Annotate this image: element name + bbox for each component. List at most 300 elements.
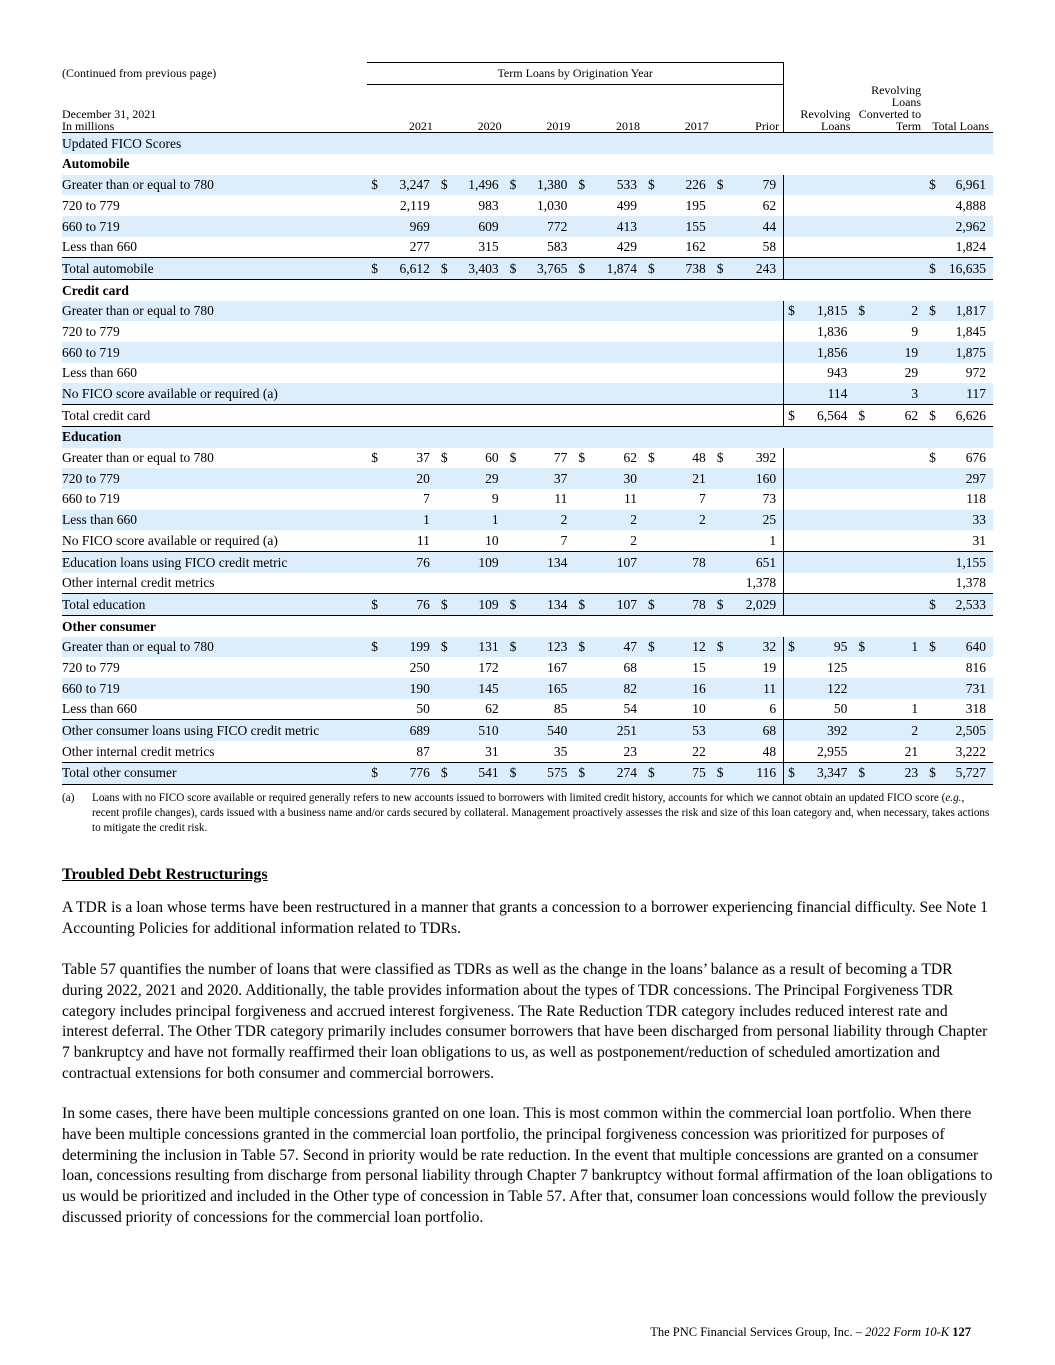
table-cell [377, 405, 437, 427]
table-cell: 160 [723, 468, 784, 489]
table-cell: 95 [794, 637, 855, 658]
table-cell: 53 [654, 720, 713, 741]
currency-symbol: $ [440, 450, 448, 466]
table-cell [447, 321, 506, 342]
table-cell: 29 [904, 365, 919, 381]
currency-symbol [784, 258, 794, 280]
currency-symbol [574, 405, 584, 427]
currency-symbol [713, 195, 723, 216]
table-cell [447, 363, 506, 384]
currency-symbol [367, 573, 377, 594]
currency-symbol [925, 741, 935, 762]
table-cell [723, 383, 784, 404]
table-cell: 19 [723, 657, 784, 678]
table-cell: 47 [584, 637, 644, 658]
currency-symbol [506, 551, 516, 572]
currency-symbol: $ [925, 594, 935, 616]
table-cell: 62 [623, 450, 638, 466]
currency-symbol: $ [574, 594, 584, 616]
currency-symbol: $ [574, 637, 584, 658]
table-cell [447, 301, 506, 322]
table-cell [794, 489, 855, 510]
currency-symbol [506, 510, 516, 531]
currency-symbol [437, 530, 447, 551]
table-cell: 30 [584, 468, 644, 489]
table-cell: 499 [616, 197, 638, 213]
col-header-2019: 2019 [506, 84, 575, 133]
table-cell: 1 [723, 530, 784, 551]
currency-symbol [713, 321, 723, 342]
table-cell [516, 405, 575, 427]
table-row [62, 762, 993, 784]
table-cell: 118 [966, 491, 986, 507]
col-header-total-loans: Total Loans [925, 84, 993, 133]
table-cell: 983 [478, 197, 499, 213]
table-cell: 16 [654, 678, 713, 699]
row-label: No FICO score available or required (a) [62, 383, 367, 404]
currency-symbol: $ [925, 258, 935, 280]
table-cell: 583 [547, 239, 568, 255]
col-header-2020: 2020 [437, 84, 506, 133]
table-cell: 23 [864, 762, 925, 784]
row-label: Greater than or equal to 780 [62, 637, 367, 658]
table-cell [654, 405, 713, 427]
table-cell [794, 175, 855, 196]
table-cell: 32 [723, 637, 784, 658]
currency-symbol: $ [506, 637, 516, 658]
currency-symbol [854, 175, 864, 196]
table-cell: 114 [794, 383, 855, 404]
table-cell: 1 [911, 701, 919, 717]
table-cell [794, 573, 855, 594]
row-label: Less than 660 [62, 365, 137, 381]
currency-symbol: $ [854, 637, 864, 658]
currency-symbol: $ [367, 637, 377, 658]
table-cell: 10 [692, 701, 706, 717]
table-cell: 131 [447, 637, 506, 658]
currency-symbol: $ [437, 594, 447, 616]
currency-symbol [506, 720, 516, 741]
table-cell: 37 [516, 468, 575, 489]
currency-symbol [713, 363, 723, 384]
currency-symbol [925, 216, 935, 237]
table-row [62, 321, 993, 342]
table-cell: 31 [972, 532, 986, 548]
table-cell [654, 383, 713, 404]
currency-symbol [925, 383, 935, 404]
table-cell: 7 [699, 491, 706, 507]
currency-symbol [574, 321, 584, 342]
currency-symbol [854, 258, 864, 280]
table-cell: 109 [447, 594, 506, 616]
table-cell: 3 [864, 383, 925, 404]
table-cell: 134 [516, 551, 575, 572]
table-row [62, 154, 993, 175]
currency-symbol [925, 510, 935, 531]
currency-symbol [784, 551, 794, 572]
row-label: Total other consumer [62, 762, 367, 784]
table-cell: 969 [377, 216, 437, 237]
table-cell: 172 [478, 659, 499, 675]
currency-symbol [784, 237, 794, 258]
currency-symbol [506, 468, 516, 489]
table-cell: 21 [654, 468, 713, 489]
table-row [62, 468, 993, 489]
currency-symbol [367, 237, 377, 258]
currency-symbol: $ [506, 594, 516, 616]
col-header-2017: 2017 [644, 84, 713, 133]
table-cell: 2 [630, 532, 638, 548]
currency-symbol: $ [716, 450, 724, 466]
table-cell: 731 [935, 678, 993, 699]
currency-symbol [784, 363, 794, 384]
currency-symbol [644, 405, 654, 427]
currency-symbol [574, 741, 584, 762]
currency-symbol [367, 551, 377, 572]
table-cell [794, 530, 855, 551]
currency-symbol: $ [644, 762, 654, 784]
table-cell: 162 [685, 239, 706, 255]
table-cell: 541 [447, 762, 506, 784]
row-label: Total education [62, 594, 367, 616]
table-cell: 540 [516, 720, 575, 741]
footnote-mark: (a) [62, 792, 75, 804]
currency-symbol [784, 720, 794, 741]
row-label: Less than 660 [62, 510, 367, 531]
table-cell [654, 363, 713, 384]
table-cell [794, 195, 855, 216]
col-header-2021: 2021 [367, 84, 437, 133]
currency-symbol [506, 363, 516, 384]
table-cell [447, 342, 506, 363]
table-row [62, 551, 993, 572]
currency-symbol [925, 489, 935, 510]
currency-symbol [854, 594, 864, 616]
currency-symbol [437, 383, 447, 404]
table-cell: 3,247 [377, 175, 437, 196]
page-number: 127 [952, 1325, 971, 1339]
currency-symbol [506, 530, 516, 551]
table-cell: 1 [864, 637, 925, 658]
currency-symbol [784, 216, 794, 237]
currency-symbol: $ [784, 405, 794, 427]
table-cell: 533 [584, 175, 644, 196]
table-row [62, 301, 993, 322]
currency-symbol [367, 363, 377, 384]
table-cell: 77 [553, 450, 568, 466]
table-cell: 3,347 [794, 762, 855, 784]
currency-symbol [854, 699, 864, 720]
table-cell [377, 363, 437, 384]
table-cell: 575 [516, 762, 575, 784]
table-cell: 123 [516, 637, 575, 658]
table-cell: 2 [516, 510, 575, 531]
currency-symbol [367, 405, 377, 427]
table-cell [723, 363, 784, 384]
currency-symbol: $ [854, 762, 864, 784]
table-cell [864, 678, 925, 699]
currency-symbol: $ [578, 450, 586, 466]
table-cell [864, 489, 925, 510]
currency-symbol [367, 720, 377, 741]
currency-symbol [506, 237, 516, 258]
table-cell: 676 [965, 450, 986, 466]
row-label: Total credit card [62, 405, 367, 427]
currency-symbol [437, 405, 447, 427]
table-cell [377, 321, 437, 342]
currency-symbol [713, 510, 723, 531]
currency-symbol [574, 573, 584, 594]
table-cell: 1,496 [447, 175, 506, 196]
table-cell: 429 [616, 239, 638, 255]
currency-symbol: $ [506, 762, 516, 784]
table-cell [723, 301, 784, 322]
table-cell: 82 [584, 678, 644, 699]
table-cell: 2,533 [935, 594, 993, 616]
currency-symbol [925, 699, 935, 720]
table-cell: 3,403 [447, 258, 506, 280]
currency-symbol [644, 573, 654, 594]
currency-symbol [506, 489, 516, 510]
table-cell: 16,635 [935, 258, 993, 280]
table-cell: 4,888 [955, 197, 986, 213]
currency-symbol [437, 741, 447, 762]
currency-symbol [437, 489, 447, 510]
currency-symbol [437, 573, 447, 594]
currency-symbol [784, 489, 794, 510]
currency-symbol [854, 551, 864, 572]
table-cell: 78 [654, 594, 713, 616]
currency-symbol [367, 657, 377, 678]
table-cell [377, 573, 437, 594]
table-cell: 2,029 [723, 594, 784, 616]
table-row [62, 237, 993, 258]
currency-symbol [506, 678, 516, 699]
table-cell [794, 594, 855, 616]
currency-symbol [784, 741, 794, 762]
table-cell: 22 [692, 743, 706, 759]
table-cell: 62 [864, 405, 925, 427]
table-cell [723, 342, 784, 363]
table-cell: 48 [692, 450, 706, 466]
row-label: 720 to 779 [62, 323, 120, 339]
row-label: 660 to 719 [62, 342, 367, 363]
table-cell [584, 321, 644, 342]
currency-symbol [506, 699, 516, 720]
currency-symbol [784, 594, 794, 616]
table-cell: 226 [654, 175, 713, 196]
table-cell: 250 [409, 659, 430, 675]
currency-symbol: $ [648, 450, 655, 466]
table-cell: 609 [447, 216, 506, 237]
currency-symbol [644, 510, 654, 531]
currency-symbol [437, 678, 447, 699]
table-cell: 392 [723, 448, 784, 469]
currency-symbol: $ [925, 637, 935, 658]
table-cell: 1,817 [935, 301, 993, 322]
currency-symbol: $ [784, 762, 794, 784]
table-cell: 199 [377, 637, 437, 658]
table-row [62, 195, 993, 216]
table-cell: 20 [377, 468, 437, 489]
currency-symbol [644, 468, 654, 489]
currency-symbol: $ [367, 258, 377, 280]
table-cell [864, 573, 925, 594]
currency-symbol [644, 657, 654, 678]
currency-symbol: $ [925, 175, 935, 196]
table-cell [516, 342, 575, 363]
table-cell: 2,119 [400, 197, 430, 213]
table-cell: 1,824 [955, 239, 986, 255]
table-cell [377, 301, 437, 322]
group-heading-automobile: Automobile [62, 156, 130, 172]
row-label: Greater than or equal to 780 [62, 301, 367, 322]
currency-symbol [367, 530, 377, 551]
currency-symbol [367, 489, 377, 510]
currency-symbol [713, 573, 723, 594]
table-cell [794, 510, 855, 531]
currency-symbol: $ [925, 762, 935, 784]
table-cell [516, 363, 575, 384]
table-cell: 50 [416, 701, 430, 717]
table-cell: 78 [654, 551, 713, 572]
table-cell: 738 [654, 258, 713, 280]
currency-symbol [506, 195, 516, 216]
table-row [62, 678, 993, 699]
table-cell: 972 [965, 365, 986, 381]
table-cell: 85 [553, 701, 568, 717]
currency-symbol [644, 321, 654, 342]
currency-symbol [367, 678, 377, 699]
table-cell [864, 551, 925, 572]
currency-symbol [784, 510, 794, 531]
currency-symbol [925, 678, 935, 699]
table-body [62, 133, 993, 784]
page-footer [650, 1325, 971, 1340]
currency-symbol [506, 342, 516, 363]
table-cell: 318 [965, 701, 986, 717]
table-cell: 943 [827, 365, 848, 381]
table-cell: 9 [491, 491, 499, 507]
table-cell [794, 468, 855, 489]
currency-symbol: $ [713, 594, 723, 616]
currency-symbol [925, 468, 935, 489]
currency-symbol [854, 678, 864, 699]
table-row [62, 363, 993, 384]
group-heading-other-consumer: Other consumer [62, 618, 156, 634]
currency-symbol: $ [925, 301, 935, 322]
currency-symbol [506, 216, 516, 237]
currency-symbol [644, 551, 654, 572]
table-cell: 145 [447, 678, 506, 699]
currency-symbol [437, 321, 447, 342]
currency-symbol [784, 342, 794, 363]
currency-symbol [713, 657, 723, 678]
table-row [62, 216, 993, 237]
currency-symbol [644, 342, 654, 363]
currency-symbol [713, 741, 723, 762]
currency-symbol [925, 321, 935, 342]
col-header-revolving-converted: Revolving Loans Converted to Term [854, 84, 925, 133]
currency-symbol [437, 510, 447, 531]
table-cell: 6,961 [935, 175, 993, 196]
currency-symbol: $ [574, 762, 584, 784]
table-cell [864, 448, 925, 469]
table-cell: 640 [935, 637, 993, 658]
table-cell [864, 594, 925, 616]
currency-symbol [713, 678, 723, 699]
footnote-text: Loans with no FICO score available or required generally refers to new accounts issued to borrowers with limited credit history, accounts for which we cannot obtain an updated FICO score (e.g., recent profile changes), cards issued with a business name and/or cards secured by collateral. Management proactively assesses the risk and size of this loan category and, when necessary, takes actions to mitigate the credit risk. [92, 792, 990, 834]
table-cell: 107 [584, 551, 644, 572]
currency-symbol: $ [784, 637, 794, 658]
table-cell: 510 [447, 720, 506, 741]
currency-symbol [854, 342, 864, 363]
table-cell: 68 [623, 659, 638, 675]
currency-symbol [437, 551, 447, 572]
currency-symbol: $ [437, 637, 447, 658]
table-cell [864, 216, 925, 237]
currency-symbol [784, 195, 794, 216]
table-cell: 76 [377, 594, 437, 616]
table-cell: 11 [554, 491, 568, 507]
table-cell: 62 [485, 701, 499, 717]
currency-symbol [854, 573, 864, 594]
row-label: Total automobile [62, 258, 367, 280]
currency-symbol [854, 510, 864, 531]
table-cell: 315 [478, 239, 499, 255]
table-row [62, 383, 993, 404]
currency-symbol: $ [713, 175, 723, 196]
table-cell [654, 321, 713, 342]
table-cell: 11 [624, 491, 638, 507]
table-cell: 2 [654, 510, 713, 531]
table-cell [864, 258, 925, 280]
units-label: In millions [62, 119, 115, 134]
currency-symbol [854, 720, 864, 741]
table-cell [447, 405, 506, 427]
table-cell [723, 321, 784, 342]
currency-symbol [574, 342, 584, 363]
table-cell: 155 [654, 216, 713, 237]
currency-symbol: $ [854, 405, 864, 427]
currency-symbol [925, 342, 935, 363]
currency-symbol [925, 573, 935, 594]
table-cell: 1 [447, 510, 506, 531]
currency-symbol [574, 678, 584, 699]
table-cell: 274 [584, 762, 644, 784]
table-cell: 277 [409, 239, 430, 255]
table-cell: 107 [584, 594, 644, 616]
table-cell [864, 510, 925, 531]
date-label: December 31, 2021 [62, 107, 157, 122]
table-cell: 11 [416, 532, 430, 548]
currency-symbol [644, 699, 654, 720]
table-cell [794, 237, 855, 258]
group-heading-credit-card: Credit card [62, 282, 129, 298]
currency-symbol [574, 530, 584, 551]
currency-symbol: $ [437, 175, 447, 196]
currency-symbol [784, 383, 794, 404]
currency-symbol: $ [644, 637, 654, 658]
currency-symbol [574, 468, 584, 489]
currency-symbol: $ [367, 594, 377, 616]
table-row [62, 426, 993, 447]
currency-symbol [713, 720, 723, 741]
table-cell: 7 [560, 532, 568, 548]
currency-symbol [713, 301, 723, 322]
table-cell: 297 [935, 468, 993, 489]
currency-symbol: $ [371, 450, 378, 466]
